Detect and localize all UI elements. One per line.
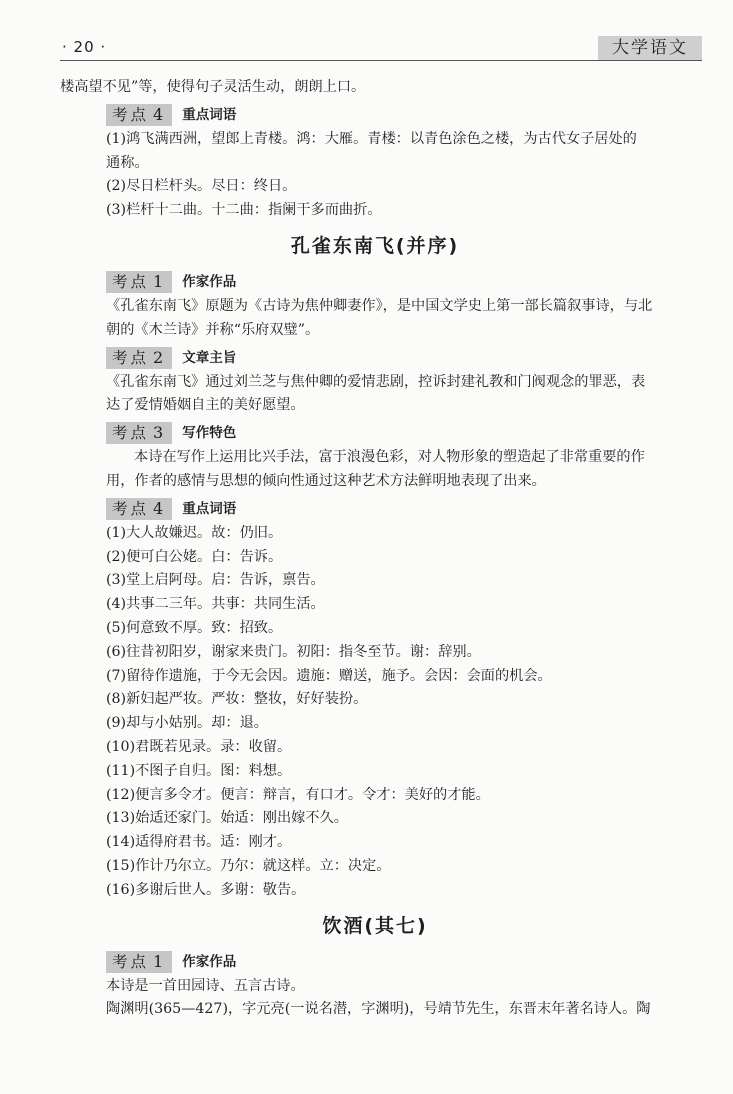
- kaodian-label-box: 考点 1: [106, 951, 172, 973]
- kaodian-title: 重点词语: [182, 106, 237, 123]
- kaodian-title: 写作特色: [182, 425, 237, 442]
- vocab-list: [106, 522, 706, 903]
- page-number: · 20 ·: [62, 38, 107, 56]
- book-title: 大学语文: [598, 36, 702, 60]
- paragraph-line: 陶渊明(365—427)，字元亮(一说名潜，字渊明)，号靖节先生，东晋末年著名诗人。陶: [106, 1001, 651, 1018]
- kaodian-label-box: 考点 3: [106, 422, 172, 444]
- vocab-item: (5)何意致不厚。致：招致。: [106, 619, 283, 636]
- vocab-item: (6)往昔初阳岁，谢家来贵门。初阳：指冬至节。谢：辞别。: [106, 643, 481, 660]
- vocab-item: (10)君既若见录。录：收留。: [106, 738, 292, 755]
- kaodian-title: 重点词语: [182, 500, 237, 517]
- kaodian-heading: [106, 271, 706, 293]
- kaodian-heading: [106, 104, 706, 126]
- paragraph-line: 《孔雀东南飞》原题为《古诗为焦仲卿妻作》，是中国文学史上第一部长篇叙事诗，与北: [106, 297, 653, 314]
- vocab-item: (2)便可白公姥。白：告诉。: [106, 548, 283, 565]
- vocab-item: (3)栏杆十二曲。十二曲：指阑干多而曲折。: [106, 202, 382, 219]
- vocab-item: (9)却与小姑别。却：退。: [106, 715, 268, 732]
- paragraph-line: 《孔雀东南飞》通过刘兰芝与焦仲卿的爱情悲剧，控诉封建礼教和门阀观念的罪恶，表: [106, 373, 646, 390]
- vocab-item: (7)留待作遗施，于今无会因。遗施：赠送，施予。会因：会面的机会。: [106, 667, 552, 684]
- vocab-item: (14)适得府君书。适：刚才。: [106, 834, 292, 851]
- vocab-item: 通称。: [106, 154, 149, 171]
- kaodian-label-box: 考点 4: [106, 104, 172, 126]
- kaodian-heading: [106, 422, 706, 444]
- paragraph-line: 达了爱情婚姻自主的美好愿望。: [106, 397, 305, 414]
- kaodian-label-box: 考点 2: [106, 347, 172, 369]
- section-title: 孔雀东南飞(并序): [290, 234, 460, 257]
- section-title: 饮酒(其七): [322, 914, 428, 937]
- kaodian-heading: [106, 347, 706, 369]
- intro-paragraph: 楼高望不见”等，使得句子灵活生动，朗朗上口。: [60, 79, 366, 95]
- vocab-list: [106, 128, 706, 223]
- vocab-item: (1)鸿飞满西洲，望郎上青楼。鸿：大雁。青楼：以青色涂色之楼，为古代女子居处的: [106, 130, 637, 147]
- kaodian-heading: [106, 951, 706, 973]
- kaodian-label-box: 考点 1: [106, 271, 172, 293]
- header-rule: [60, 60, 702, 61]
- kaodian-title: 文章主旨: [182, 349, 237, 366]
- paragraph-line: 朝的《木兰诗》并称“乐府双璧”。: [106, 321, 320, 338]
- vocab-item: (3)堂上启阿母。启：告诉，禀告。: [106, 572, 325, 589]
- vocab-item: (15)作计乃尔立。乃尔：就这样。立：决定。: [106, 857, 391, 874]
- vocab-item: (13)始适还家门。始适：刚出嫁不久。: [106, 810, 348, 827]
- paragraph-line: 本诗在写作上运用比兴手法，富于浪漫色彩，对人物形象的塑造起了非常重要的作: [134, 449, 645, 466]
- page-header: [0, 0, 733, 70]
- kaodian-label-box: 考点 4: [106, 498, 172, 520]
- vocab-item: (8)新妇起严妆。严妆：整妆，好好装扮。: [106, 691, 368, 708]
- vocab-item: (4)共事二三年。共事：共同生活。: [106, 596, 325, 613]
- vocab-item: (2)尽日栏杆头。尽日：终日。: [106, 178, 297, 195]
- vocab-item: (12)便言多令才。便言：辩言，有口才。令才：美好的才能。: [106, 786, 490, 803]
- vocab-item: (16)多谢后世人。多谢：敬告。: [106, 881, 306, 898]
- kaodian-title: 作家作品: [182, 273, 237, 290]
- vocab-item: (11)不图子自归。图：料想。: [106, 762, 292, 779]
- kaodian-title: 作家作品: [182, 953, 237, 970]
- paragraph-line: 用，作者的感情与思想的倾向性通过这种艺术方法鲜明地表现了出来。: [106, 472, 546, 489]
- paragraph-line: 本诗是一首田园诗、五言古诗。: [106, 977, 305, 994]
- kaodian-heading: [106, 498, 706, 520]
- vocab-item: (1)大人故嫌迟。故：仍旧。: [106, 524, 283, 541]
- page-body: [60, 76, 706, 1022]
